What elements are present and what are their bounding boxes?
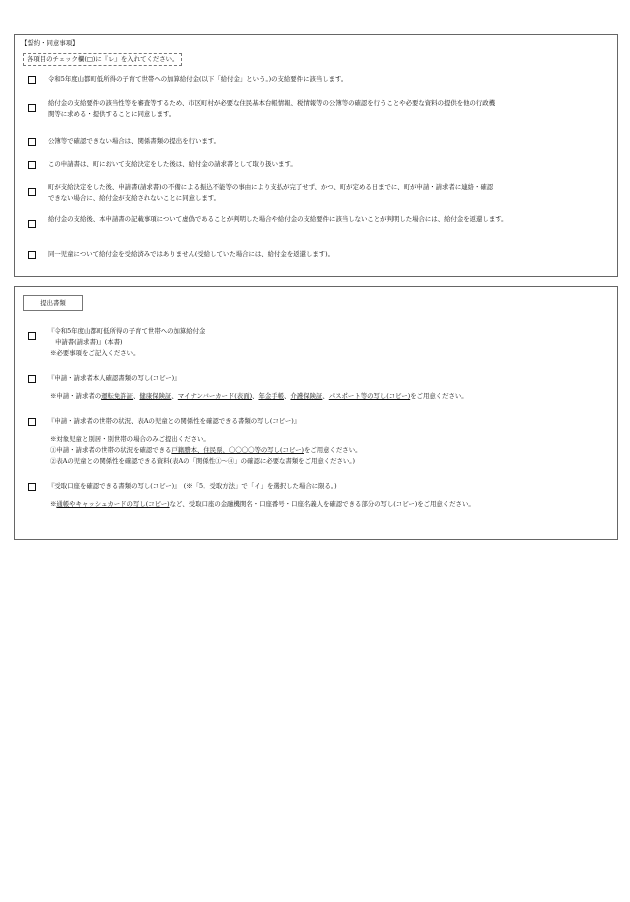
consent-item-text-cont: 関等に求める・提供することに同意します。 bbox=[48, 110, 176, 118]
consent-item-text: 給付金の支給要件の該当性等を審査等するため、市区町村が必要な住民基本台帳情報、税情報等の公簿等の確認を行うことや必要な資料の提供を他の行政機 bbox=[48, 99, 496, 107]
consent-checkbox-3[interactable] bbox=[28, 138, 36, 146]
consent-checkbox-7[interactable] bbox=[28, 251, 36, 259]
document-note: ②表Aの児童との関係性を確認できる資料(表Aの「関係性①～④」の確認に必要な書類をご用意ください。) bbox=[50, 457, 355, 465]
consent-item-text: 町が支給決定をした後、申請書(請求書)の不備による振込不能等の事由により支払が完了せず、かつ、町が定める日までに、町が申請・請求者に連絡・確認 bbox=[48, 183, 494, 191]
consent-checkbox-1[interactable] bbox=[28, 76, 36, 84]
document-title: 『令和5年度山都町低所得の子育て世帯への加算給付金 bbox=[48, 327, 206, 335]
consent-section bbox=[14, 34, 618, 277]
document-note: ①申請・請求者の世帯の状況を確認できる戸籍謄本、住民票、〇〇〇〇等の写し(コピー)をご用意ください。 bbox=[50, 446, 362, 454]
consent-item-text: 給付金の支給後、本申請書の記載事項について虚偽であることが判明した場合や給付金の支給要件に該当しないことが判明した場合には、給付金を返還します。 bbox=[48, 215, 508, 223]
documents-title: 提出書類 bbox=[23, 295, 83, 311]
document-note: ※必要事項をご記入ください。 bbox=[50, 349, 140, 357]
document-checkbox-3[interactable] bbox=[28, 418, 36, 426]
documents-section bbox=[14, 286, 618, 540]
document-checkbox-1[interactable] bbox=[28, 332, 36, 340]
document-note: ※対象児童と別居・別世帯の場合のみご提出ください。 bbox=[50, 435, 210, 443]
document-title-cont: 申請書(請求書)』(本書) bbox=[55, 338, 123, 346]
consent-checkbox-6[interactable] bbox=[28, 220, 36, 228]
document-checkbox-2[interactable] bbox=[28, 375, 36, 383]
consent-item-text: 同一児童について給付金を受給済みではありません(受給していた場合には、給付金を返還します)。 bbox=[48, 250, 335, 258]
document-title: 『申請・請求者の世帯の状況、表Aの児童との関係性を確認できる書類の写し(コピー)』 bbox=[48, 417, 301, 425]
consent-checkbox-2[interactable] bbox=[28, 104, 36, 112]
consent-checkbox-5[interactable] bbox=[28, 188, 36, 196]
check-instruction: 各項目のチェック欄(□)に『レ』を入れてください。 bbox=[23, 53, 182, 66]
document-note: ※申請・請求者の運転免許証、健康保険証、マイナンバーカード(表面)、年金手帳、介護保険証、パスポート等の写し(コピー)をご用意ください。 bbox=[50, 392, 468, 400]
document-title: 『受取口座を確認できる書類の写し(コピー)』 (※「5．受取方法」で「イ」を選択した場合に限る。) bbox=[48, 482, 337, 490]
consent-item-text-cont: できない場合に、給付金が支給されないことに同意します。 bbox=[48, 194, 221, 202]
document-checkbox-4[interactable] bbox=[28, 483, 36, 491]
consent-checkbox-4[interactable] bbox=[28, 161, 36, 169]
consent-item-text: 公簿等で確認できない場合は、関係書類の提出を行います。 bbox=[48, 137, 221, 145]
document-title: 『申請・請求者本人確認書類の写し(コピー)』 bbox=[48, 374, 181, 382]
document-note: ※通帳やキャッシュカードの写し(コピー)など、受取口座の金融機関名・口座番号・口座名義人を確認できる部分の写し(コピー)をご用意ください。 bbox=[50, 500, 475, 508]
consent-item-text: 令和5年度山都町低所得の子育て世帯への加算給付金(以下「給付金」という。)の支給要件に該当します。 bbox=[48, 75, 348, 83]
consent-heading: 【誓約・同意事項】 bbox=[21, 39, 79, 47]
consent-item-text: この申請書は、町において支給決定をした後は、給付金の請求書として取り扱います。 bbox=[48, 160, 297, 168]
